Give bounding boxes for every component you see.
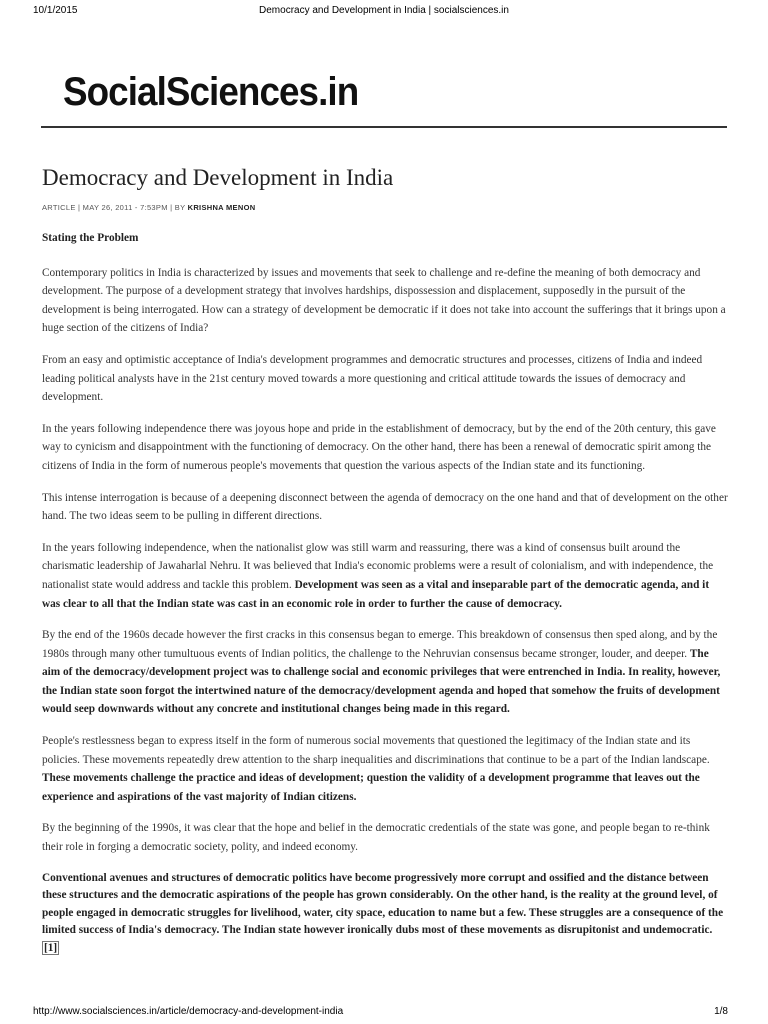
article-body (42, 229, 728, 971)
paragraph-7-emphasis: These movements challenge the practice and ideas of development; question the validity of a development programme that leaves out the experience and aspirations of the vast majority of Indian citizens. (42, 772, 700, 803)
paragraph-4: This intense interrogation is because of a deepening disconnect between the agenda of democracy on the one hand and that of development on the other hand. The two ideas seem to be pulling in different directions. (42, 491, 728, 523)
paragraph-3: In the years following independence there was joyous hope and pride in the establishment of democracy, but by the end of the 20th century, this gave way to cynicism and disappointment with the functioning of democracy. On the other hand, there has been a renewal of democratic spirit among the citizens of India in the form of numerous people's movements that question the various aspects of the Indian state and its functioning. (42, 422, 716, 472)
paragraph-6-emphasis: The aim of the democracy/development project was to challenge social and economic privileges that were entrenched in India. In reality, however, the Indian state soon forgot the intertwined nature of the democracy/development agenda and hoped that somehow the fruits of development would seep downwards without any concrete and institutional changes being made in this regard. (42, 647, 721, 716)
article-meta (42, 203, 255, 212)
article-title: Democracy and Development in India (42, 165, 394, 190)
paragraph-7-text: People's restlessness began to express itself in the form of numerous social movements that questioned the legitimacy of the Indian state and its policies. These movements repeatedly drew attention to the sharp inequalities and discriminations that continue to be a part of the Indian landscape. (42, 735, 710, 766)
site-logo[interactable]: SocialSciences.in (63, 70, 359, 114)
paragraph-9 (42, 870, 728, 958)
section-heading: Stating the Problem (42, 232, 139, 244)
author-link[interactable]: KRISHNA MENON (187, 203, 256, 212)
print-date: 10/1/2015 (33, 5, 78, 16)
paragraph-2: From an easy and optimistic acceptance of India's development programmes and democratic structures and processes, citizens of India and indeed leading political analysts have in the 21st century moved towards a more questioning and critical attitude towards the issues of democracy and development. (42, 353, 703, 404)
print-url: http://www.socialsciences.in/article/democracy-and-development-india (33, 1006, 344, 1017)
print-page-title: Democracy and Development in India | socialsciences.in (259, 5, 509, 16)
page-number: 1/8 (714, 1006, 728, 1017)
paragraph-8: By the beginning of the 1990s, it was clear that the hope and belief in the democratic credentials of the state was gone, and people began to re-think their role in forging a democratic society, polity, and indeed economy. (42, 822, 710, 854)
paragraph-5-text: In the years following independence, when the nationalist glow was still warm and reassuring, there was a kind of consensus built around the charismatic leadership of Jawaharlal Nehru. It was believed that India's economic problems were a result of colonialism, and with independence, the nationalist state would address and tackle this problem. (42, 541, 714, 591)
footnote-link[interactable]: [1] (44, 942, 58, 954)
paragraph-9-text: Conventional avenues and structures of democratic politics have become progressively more corrupt and ossified and the distance between these structures and the democratic aspirations of the people has grown considerably. On the other hand, is the reality at the ground level, of people engaged in democratic struggles for livelihood, water, city space, education to name but a few. These struggles are a consequence of the limited success of India's democracy. The Indian state however ironically dubs most of these movements as disrupitonist and undemocratic. (42, 871, 724, 937)
paragraph-7 (42, 732, 728, 806)
paragraph-5-emphasis: Development was seen as a vital and inseparable part of the democratic agenda, and it was clear to all that the Indian state was cast in an economic role in order to further the cause of democracy. (42, 578, 710, 610)
print-header (0, 3, 768, 19)
paragraph-5 (42, 539, 728, 613)
meta-info: ARTICLE | MAY 26, 2011 - 7:53PM | BY (42, 203, 186, 212)
print-footer (0, 1006, 768, 1020)
logo-divider (41, 126, 727, 128)
paragraph-6 (42, 626, 728, 719)
paragraph-1: Contemporary politics in India is characterized by issues and movements that seek to challenge and re-define the meaning of both democracy and development. The purpose of a development strategy that involves hardships, dispossession and displacement, supposedly in the pursuit of the development is being interrogated. How can a strategy of development be democratic if it does not take into account the sufferings that it brings upon a huge section of the citizens of India? (42, 266, 726, 335)
paragraph-6-text: By the end of the 1960s decade however the first cracks in this consensus began to emerge. This breakdown of consensus then sped along, and by the 1980s through many other tumultuous events of Indian politics, the challenge to the Nehruvian consensus became stronger, louder, and deeper. (42, 629, 718, 660)
